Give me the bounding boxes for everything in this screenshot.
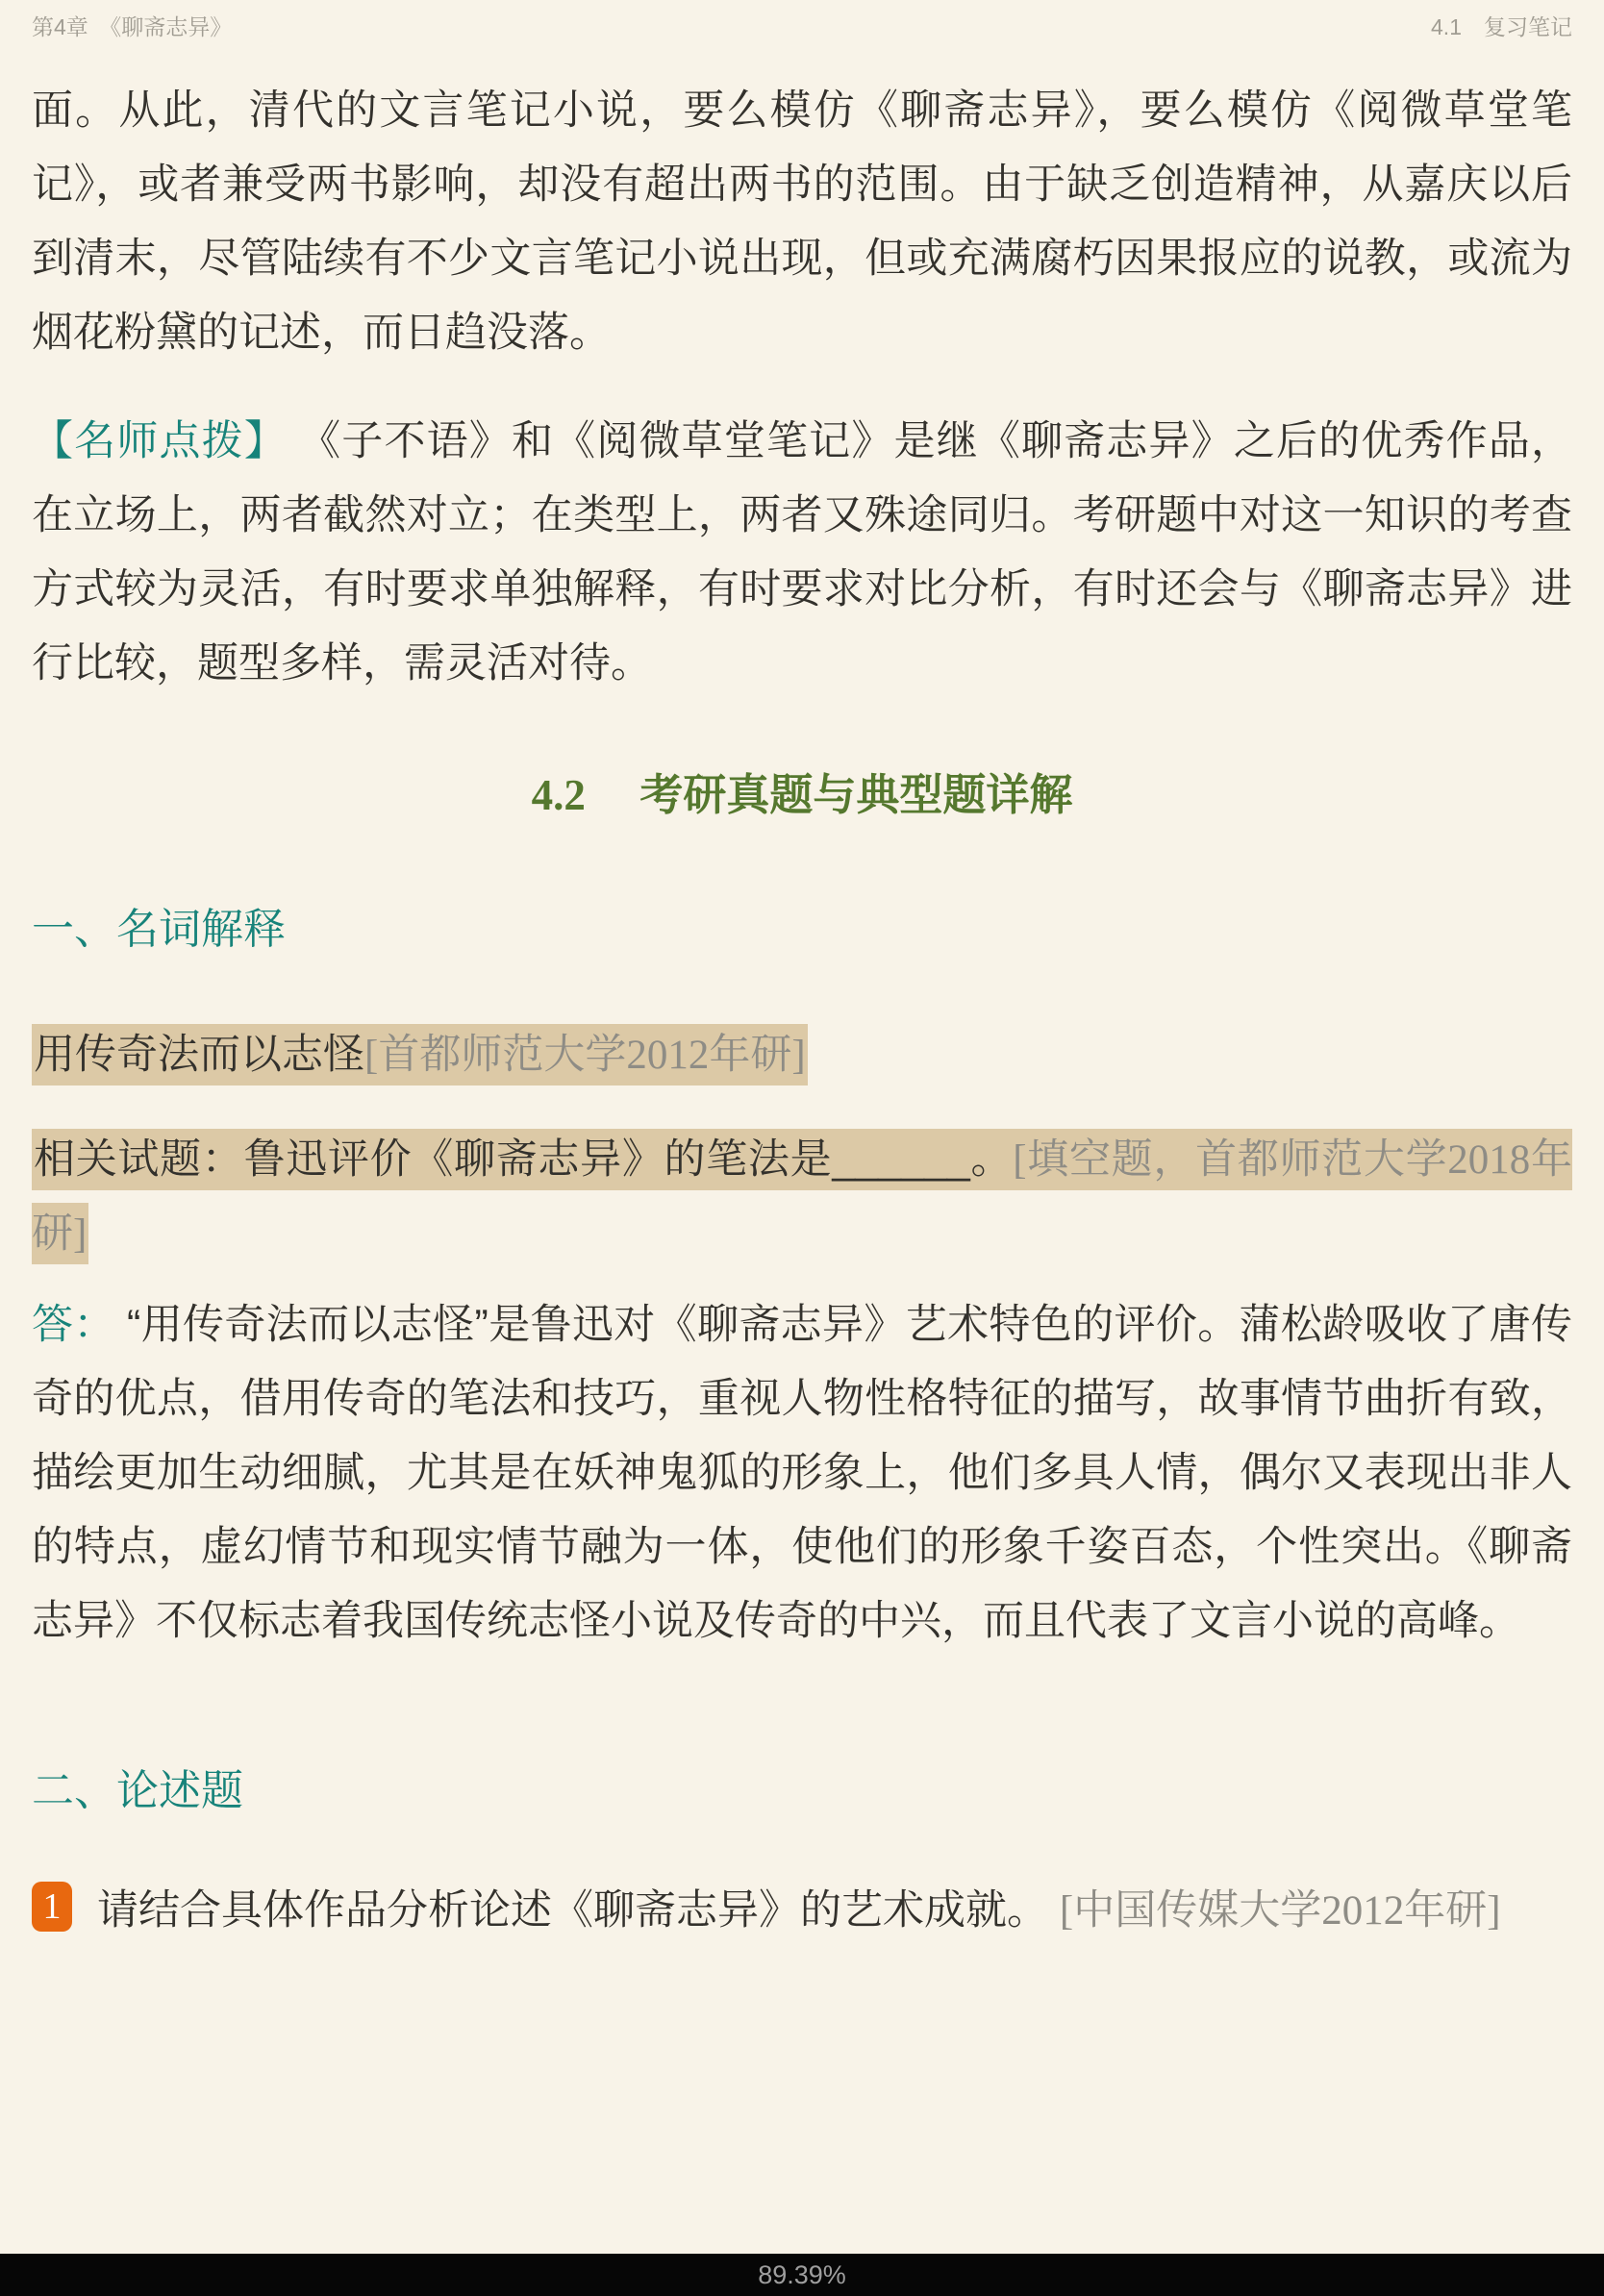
answer-label: 答： bbox=[32, 1302, 115, 1348]
answer-text: “用传奇法而以志怪”是鲁迅对《聊斋志异》艺术特色的评价。蒲松龄吸收了唐传奇的优点，借用传奇的笔法和技巧，重视人物性格特征的描写，故事情节曲折有致，描绘更加生动细腻，尤其是在妖神鬼狐的形象上，他们多具人情，偶尔又表现出非人的特点，虚幻情节和现实情节融为一体，使他们的形象千姿百态，个性突出。《聊斋志异》不仅标志着我国传统志怪小说及传奇的中兴，而且代表了文言小说的高峰。 bbox=[32, 1302, 1573, 1644]
section-breadcrumb: 4.1 复习笔记 bbox=[1431, 14, 1572, 39]
answer-paragraph bbox=[32, 1288, 1572, 1659]
chapter-breadcrumb: 第4章 《聊斋志异》 bbox=[32, 14, 233, 39]
related-question-text: 相关试题：鲁迅评价《聊斋志异》的笔法是______。 bbox=[34, 1136, 1014, 1183]
section-title: 考研真题与典型题详解 bbox=[639, 770, 1073, 819]
body-paragraph-1 bbox=[32, 74, 1572, 370]
related-question bbox=[32, 1123, 1572, 1271]
related-question-citation: [填空题，首都师范大学2018年研] bbox=[32, 1137, 1572, 1257]
teacher-tip-paragraph bbox=[32, 405, 1572, 701]
highlighted-term bbox=[32, 1024, 808, 1086]
reading-progress-bar bbox=[0, 2254, 1604, 2296]
term-entry bbox=[32, 1018, 1572, 1092]
section-heading bbox=[32, 770, 1572, 820]
teacher-tip-label: 【名师点拨】 bbox=[32, 418, 288, 464]
term-citation: [首都师范大学2012年研] bbox=[364, 1033, 806, 1078]
highlighted-related-question bbox=[32, 1129, 1572, 1264]
reading-progress-percent: 89.39% bbox=[758, 2259, 846, 2289]
reader-topbar bbox=[32, 0, 1572, 41]
term-text: 用传奇法而以志怪 bbox=[34, 1032, 364, 1078]
teacher-tip-text: 《子不语》和《阅微草堂笔记》是继《聊斋志异》之后的优秀作品，在立场上，两者截然对立；在类型上，两者又殊途同归。考研题中对这一知识的考查方式较为灵活，有时要求单独解释，有时要求对比分析，有时还会与《聊斋志异》进行比较，题型多样，需灵活对待。 bbox=[32, 418, 1573, 686]
subsection-heading-terms: 一、名词解释 bbox=[32, 906, 286, 953]
paragraph-text: 面。从此，清代的文言笔记小说，要么模仿《聊斋志异》，要么模仿《阅微草堂笔记》，或者兼受两书影响，却没有超出两书的范围。由于缺乏创造精神，从嘉庆以后到清末，尽管陆续有不少文言笔记小说出现，但或充满腐朽因果报应的说教，或流为烟花粉黛的记述，而日趋没落。 bbox=[32, 87, 1572, 356]
essay-question-text: 请结合具体作品分析论述《聊斋志异》的艺术成就。 bbox=[96, 1887, 1048, 1934]
essay-question-item bbox=[32, 1874, 1572, 1948]
essay-question-citation: [中国传媒大学2012年研] bbox=[1059, 1888, 1501, 1934]
section-number: 4.2 bbox=[531, 771, 586, 819]
subsection-heading-essay: 二、论述题 bbox=[32, 1767, 243, 1814]
question-number-badge: 1 bbox=[32, 1882, 72, 1932]
